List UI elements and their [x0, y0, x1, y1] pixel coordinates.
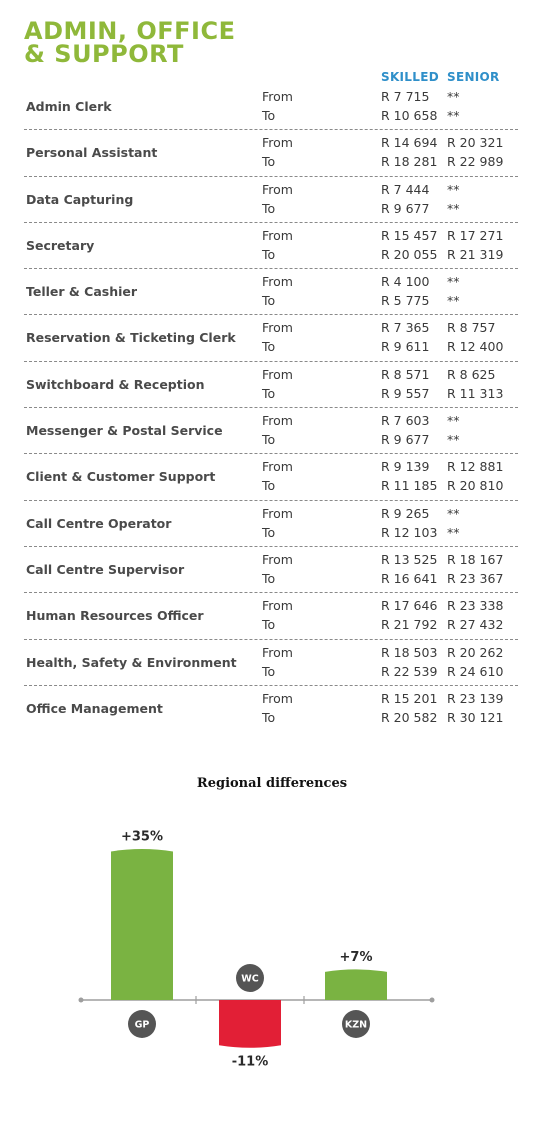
from-label: From: [262, 598, 293, 614]
to-label: To: [262, 570, 276, 586]
job-title: Admin Clerk: [26, 99, 112, 114]
table-row: [24, 84, 518, 130]
to-senior-value: R 27 432: [447, 617, 504, 633]
axis-end-dot: [430, 998, 435, 1003]
table-row: [24, 593, 518, 639]
category-label-wc: WC: [241, 973, 259, 985]
to-senior-value: R 22 989: [447, 154, 504, 170]
from-label: From: [262, 413, 293, 429]
table-row: [24, 269, 518, 315]
table-row: [24, 130, 518, 176]
to-label: To: [262, 663, 276, 679]
job-title: Call Centre Supervisor: [26, 561, 185, 577]
to-skilled-value: R 9 677: [381, 432, 430, 448]
to-senior-value: R 11 313: [447, 385, 504, 401]
to-senior-value: **: [447, 524, 460, 540]
to-label: To: [262, 478, 276, 494]
to-skilled-value: R 5 775: [381, 293, 430, 309]
from-label: From: [262, 690, 293, 706]
axis-end-dot: [79, 998, 84, 1003]
job-title: Messenger & Postal Service: [26, 423, 223, 439]
table-row: [24, 454, 518, 500]
to-skilled-value: R 12 103: [381, 524, 438, 540]
to-label: To: [262, 339, 276, 355]
bar-wc: [219, 1000, 281, 1048]
to-senior-value: R 24 610: [447, 663, 504, 679]
from-label: From: [262, 135, 293, 151]
job-title: Health, Safety & Environment: [26, 654, 237, 670]
from-label: From: [262, 89, 293, 104]
from-label: From: [262, 320, 293, 336]
from-senior-value: R 20 262: [447, 644, 504, 660]
table-row: [24, 408, 518, 454]
from-skilled-value: R 17 646: [381, 598, 438, 614]
from-senior-value: **: [447, 413, 460, 429]
job-title: Secretary: [26, 237, 95, 253]
to-label: To: [262, 108, 276, 123]
from-label: From: [262, 551, 293, 567]
to-skilled-value: R 21 792: [381, 617, 438, 633]
to-senior-value: **: [447, 432, 460, 448]
section-title-line-1: ADMIN, OFFICE: [24, 17, 236, 45]
from-senior-value: R 12 881: [447, 459, 504, 475]
to-senior-value: R 21 319: [447, 246, 504, 262]
job-title: Office Management: [26, 700, 163, 716]
from-skilled-value: R 4 100: [381, 274, 430, 290]
job-title: Reservation & Ticketing Clerk: [26, 330, 236, 346]
from-skilled-value: R 14 694: [381, 135, 438, 151]
category-label-gp: GP: [134, 1019, 150, 1031]
column-header-skilled: SKILLED: [381, 70, 439, 84]
to-skilled-value: R 9 611: [381, 339, 430, 355]
from-label: From: [262, 181, 293, 197]
data-label-wc: -11%: [231, 1054, 269, 1070]
data-label-kzn: +7%: [339, 949, 373, 965]
to-senior-value: R 23 367: [447, 570, 504, 586]
table-row: [24, 315, 518, 361]
to-label: To: [262, 709, 276, 725]
to-label: To: [262, 617, 276, 633]
table-row: [24, 362, 518, 408]
from-label: From: [262, 644, 293, 660]
from-senior-value: R 20 321: [447, 135, 504, 151]
from-skilled-value: R 7 444: [381, 181, 430, 197]
from-label: From: [262, 366, 293, 382]
to-senior-value: R 20 810: [447, 478, 504, 494]
job-title: Teller & Cashier: [26, 284, 138, 300]
from-senior-value: **: [447, 274, 460, 290]
from-label: From: [262, 505, 293, 521]
from-senior-value: R 23 338: [447, 598, 504, 614]
regional-differences-chart: [0, 800, 544, 1110]
from-senior-value: R 8 625: [447, 366, 496, 382]
from-skilled-value: R 15 201: [381, 690, 438, 706]
to-skilled-value: R 20 582: [381, 709, 438, 725]
to-senior-value: **: [447, 108, 460, 123]
job-title: Call Centre Operator: [26, 515, 172, 531]
table-row: [24, 686, 518, 732]
to-label: To: [262, 246, 276, 262]
to-skilled-value: R 9 677: [381, 200, 430, 216]
from-senior-value: **: [447, 89, 460, 104]
section-title: [24, 17, 236, 68]
from-skilled-value: R 15 457: [381, 227, 438, 243]
bar-gp: [111, 849, 173, 1000]
to-senior-value: **: [447, 293, 460, 309]
from-skilled-value: R 7 715: [381, 89, 430, 104]
from-skilled-value: R 8 571: [381, 366, 430, 382]
from-skilled-value: R 7 603: [381, 413, 430, 429]
to-label: To: [262, 524, 276, 540]
from-skilled-value: R 7 365: [381, 320, 430, 336]
table-row: [24, 177, 518, 223]
job-title: Human Resources Officer: [26, 608, 204, 624]
from-skilled-value: R 9 139: [381, 459, 430, 475]
from-senior-value: R 18 167: [447, 551, 504, 567]
to-skilled-value: R 18 281: [381, 154, 438, 170]
from-label: From: [262, 274, 293, 290]
job-title: Switchboard & Reception: [26, 376, 205, 392]
to-senior-value: **: [447, 200, 460, 216]
to-label: To: [262, 154, 276, 170]
from-senior-value: **: [447, 181, 460, 197]
section-title-line-2: & SUPPORT: [24, 40, 184, 68]
table-row: [24, 501, 518, 547]
to-skilled-value: R 11 185: [381, 478, 438, 494]
to-skilled-value: R 16 641: [381, 570, 438, 586]
to-skilled-value: R 20 055: [381, 246, 438, 262]
column-header-senior: SENIOR: [447, 70, 500, 84]
table-row: [24, 223, 518, 269]
job-title: Personal Assistant: [26, 145, 158, 161]
to-senior-value: R 12 400: [447, 339, 504, 355]
from-skilled-value: R 9 265: [381, 505, 430, 521]
to-label: To: [262, 385, 276, 401]
to-skilled-value: R 9 557: [381, 385, 430, 401]
from-senior-value: R 17 271: [447, 227, 504, 243]
bar-kzn: [325, 969, 387, 1000]
from-skilled-value: R 18 503: [381, 644, 438, 660]
from-label: From: [262, 227, 293, 243]
category-label-kzn: KZN: [344, 1019, 368, 1031]
to-label: To: [262, 200, 276, 216]
to-senior-value: R 30 121: [447, 709, 504, 725]
from-label: From: [262, 459, 293, 475]
from-senior-value: **: [447, 505, 460, 521]
table-row: [24, 547, 518, 593]
job-title: Data Capturing: [26, 191, 134, 207]
to-label: To: [262, 293, 276, 309]
job-title: Client & Customer Support: [26, 469, 216, 485]
data-label-gp: +35%: [120, 829, 164, 845]
to-skilled-value: R 22 539: [381, 663, 438, 679]
from-senior-value: R 23 139: [447, 690, 504, 706]
salary-table: [24, 84, 518, 732]
chart-title: Regional differences: [196, 776, 348, 791]
to-label: To: [262, 432, 276, 448]
table-row: [24, 640, 518, 686]
from-skilled-value: R 13 525: [381, 551, 438, 567]
to-skilled-value: R 10 658: [381, 108, 438, 123]
from-senior-value: R 8 757: [447, 320, 496, 336]
